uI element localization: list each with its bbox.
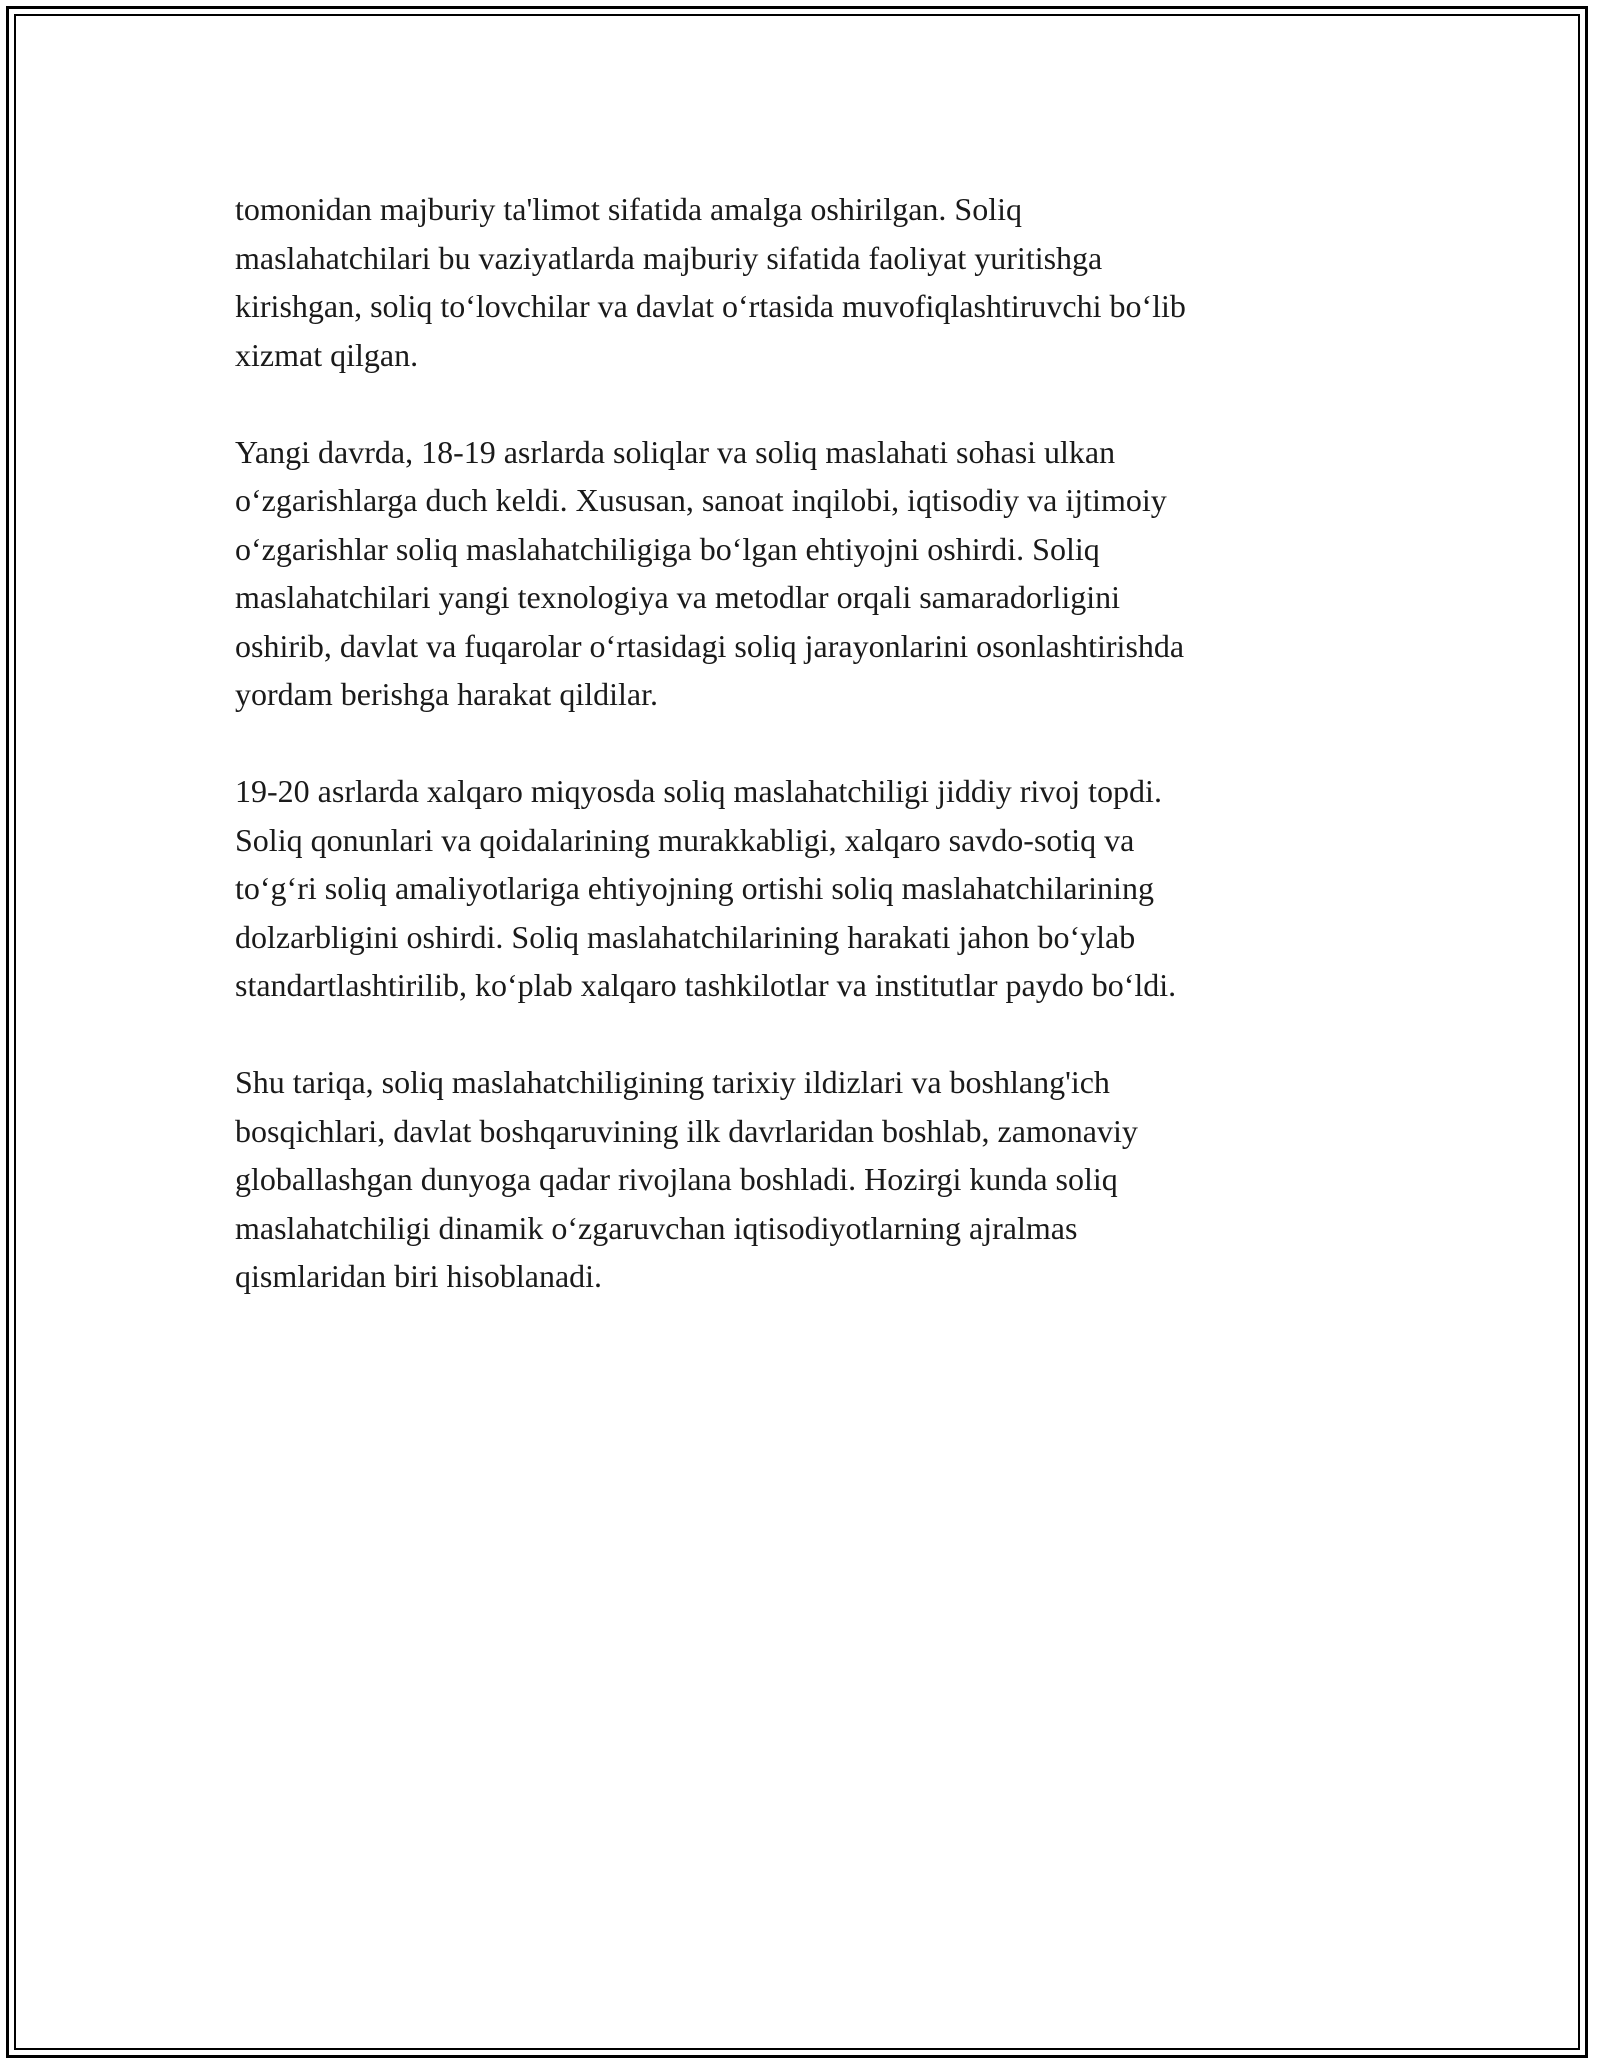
- text-line: xizmat qilgan.: [235, 336, 419, 373]
- text-line: o‘zgarishlar soliq maslahatchiligiga bo‘lgan ehtiyojni oshirdi. Soliq: [235, 530, 1100, 567]
- paragraph-4: [235, 1058, 1365, 1301]
- text-line: to‘g‘ri soliq amaliyotlariga ehtiyojning ortishi soliq maslahatchilarining: [235, 870, 1154, 906]
- text-line: oshirib, davlat va fuqarolar o‘rtasidagi soliq jarayonlarini osonlashtirishda: [235, 627, 1185, 664]
- text-line: Shu tariqa, soliq maslahatchiligining tarixiy ildizlari va boshlang'ich: [235, 1064, 1110, 1100]
- text-line: yordam berishga harakat qildilar.: [235, 676, 658, 712]
- text-line: globallashgan dunyoga qadar rivojlana boshladi. Hozirgi kunda soliq: [235, 1161, 1118, 1197]
- text-line: Yangi davrda, 18-19 asrlarda soliqlar va soliq maslahati sohasi ulkan: [235, 433, 1116, 470]
- text-line: maslahatchiligi dinamik o‘zgaruvchan iqtisodiyotlarning ajralmas: [235, 1209, 1078, 1246]
- text-line: tomonidan majburiy ta'limot sifatida amalga oshirilgan. Soliq: [235, 191, 1022, 227]
- document-body: [235, 185, 1365, 1349]
- paragraph-2: [235, 428, 1365, 719]
- text-line: qismlaridan biri hisoblanadi.: [235, 1258, 603, 1294]
- paragraph-3: [235, 767, 1365, 1010]
- text-line: kirishgan, soliq to‘lovchilar va davlat o‘rtasida muvofiqlashtiruvchi bo‘lib: [235, 288, 1186, 324]
- text-line: 19-20 asrlarda xalqaro miqyosda soliq maslahatchiligi jiddiy rivoj topdi.: [235, 773, 1162, 809]
- text-line: maslahatchilari bu vaziyatlarda majburiy sifatida faoliyat yuritishga: [235, 239, 1103, 276]
- text-line: standartlashtirilib, ko‘plab xalqaro tashkilotlar va institutlar paydo bo‘ldi.: [235, 967, 1177, 1003]
- text-line: maslahatchilari yangi texnologiya va metodlar orqali samaradorligini: [235, 579, 1121, 615]
- text-line: o‘zgarishlarga duch keldi. Xususan, sanoat inqilobi, iqtisodiy va ijtimoiy: [235, 482, 1167, 518]
- text-line: dolzarbligini oshirdi. Soliq maslahatchilarining harakati jahon bo‘ylab: [235, 918, 1136, 955]
- text-line: Soliq qonunlari va qoidalarining murakkabligi, xalqaro savdo-sotiq va: [235, 821, 1135, 858]
- text-line: bosqichlari, davlat boshqaruvining ilk davrlaridan boshlab, zamonaviy: [235, 1112, 1138, 1149]
- paragraph-1: [235, 185, 1365, 379]
